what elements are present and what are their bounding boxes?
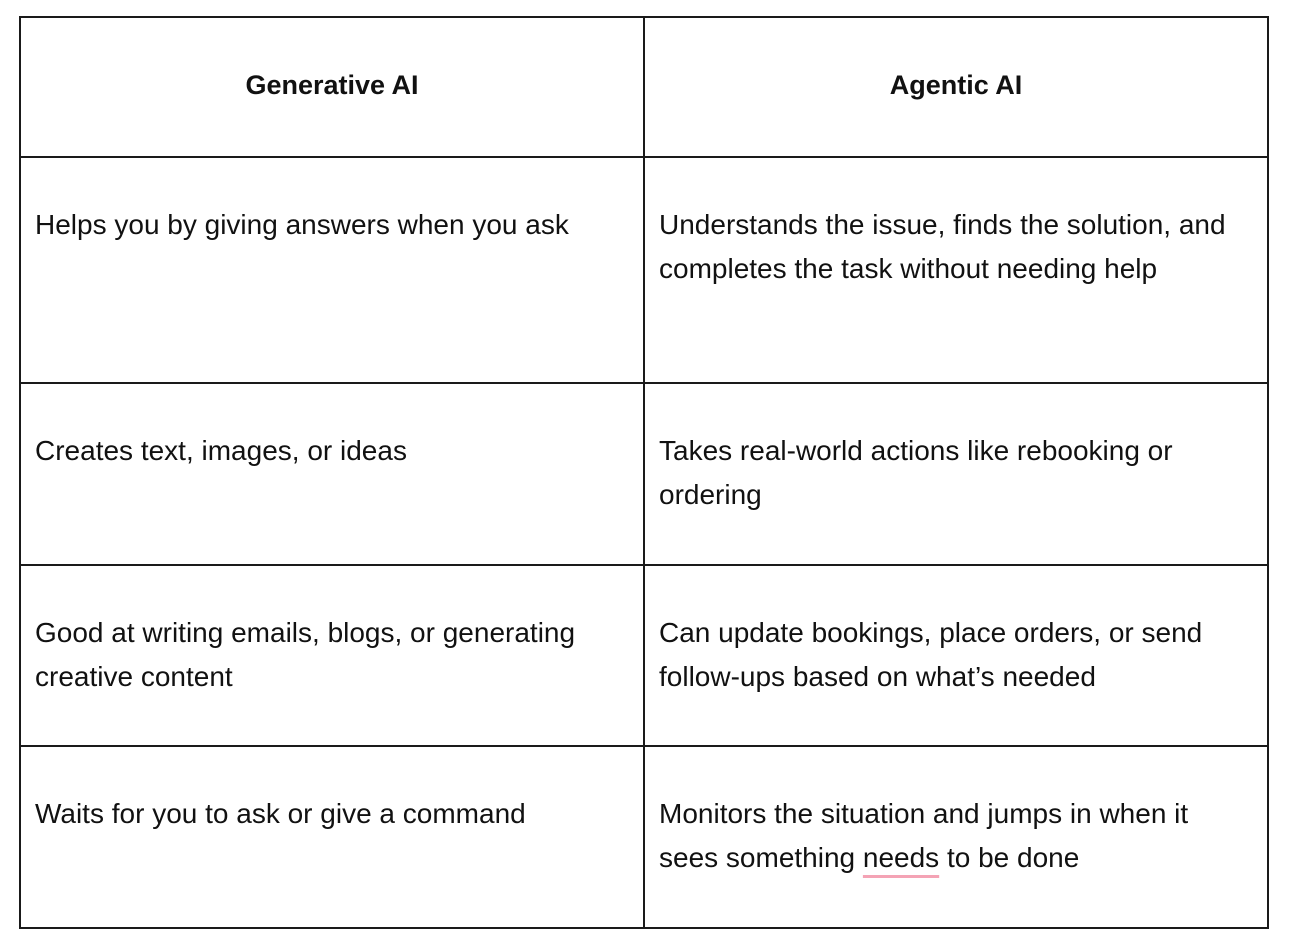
table-row xyxy=(20,157,1268,383)
agentic-cell xyxy=(644,746,1268,928)
generative-cell: Creates text, images, or ideas xyxy=(20,383,644,565)
generative-cell: Waits for you to ask or give a command xyxy=(20,746,644,928)
agentic-cell: Can update bookings, place orders, or send follow-ups based on what’s needed xyxy=(644,565,1268,746)
table-row xyxy=(20,383,1268,565)
header-agentic-ai: Agentic AI xyxy=(644,17,1268,157)
comparison-table xyxy=(19,16,1269,929)
header-row xyxy=(20,17,1268,157)
table-row xyxy=(20,746,1268,928)
agentic-cell: Understands the issue, finds the solution, and completes the task without needing help xyxy=(644,157,1268,383)
table-row xyxy=(20,565,1268,746)
agentic-text-before: Monitors the situation and jumps in when it sees something xyxy=(659,798,1189,873)
generative-cell: Good at writing emails, blogs, or generating creative content xyxy=(20,565,644,746)
agentic-text-after: to be done xyxy=(939,842,1080,873)
spellcheck-flagged-word: needs xyxy=(862,842,940,873)
generative-cell: Helps you by giving answers when you ask xyxy=(20,157,644,383)
agentic-cell: Takes real-world actions like rebooking or ordering xyxy=(644,383,1268,565)
header-generative-ai: Generative AI xyxy=(20,17,644,157)
